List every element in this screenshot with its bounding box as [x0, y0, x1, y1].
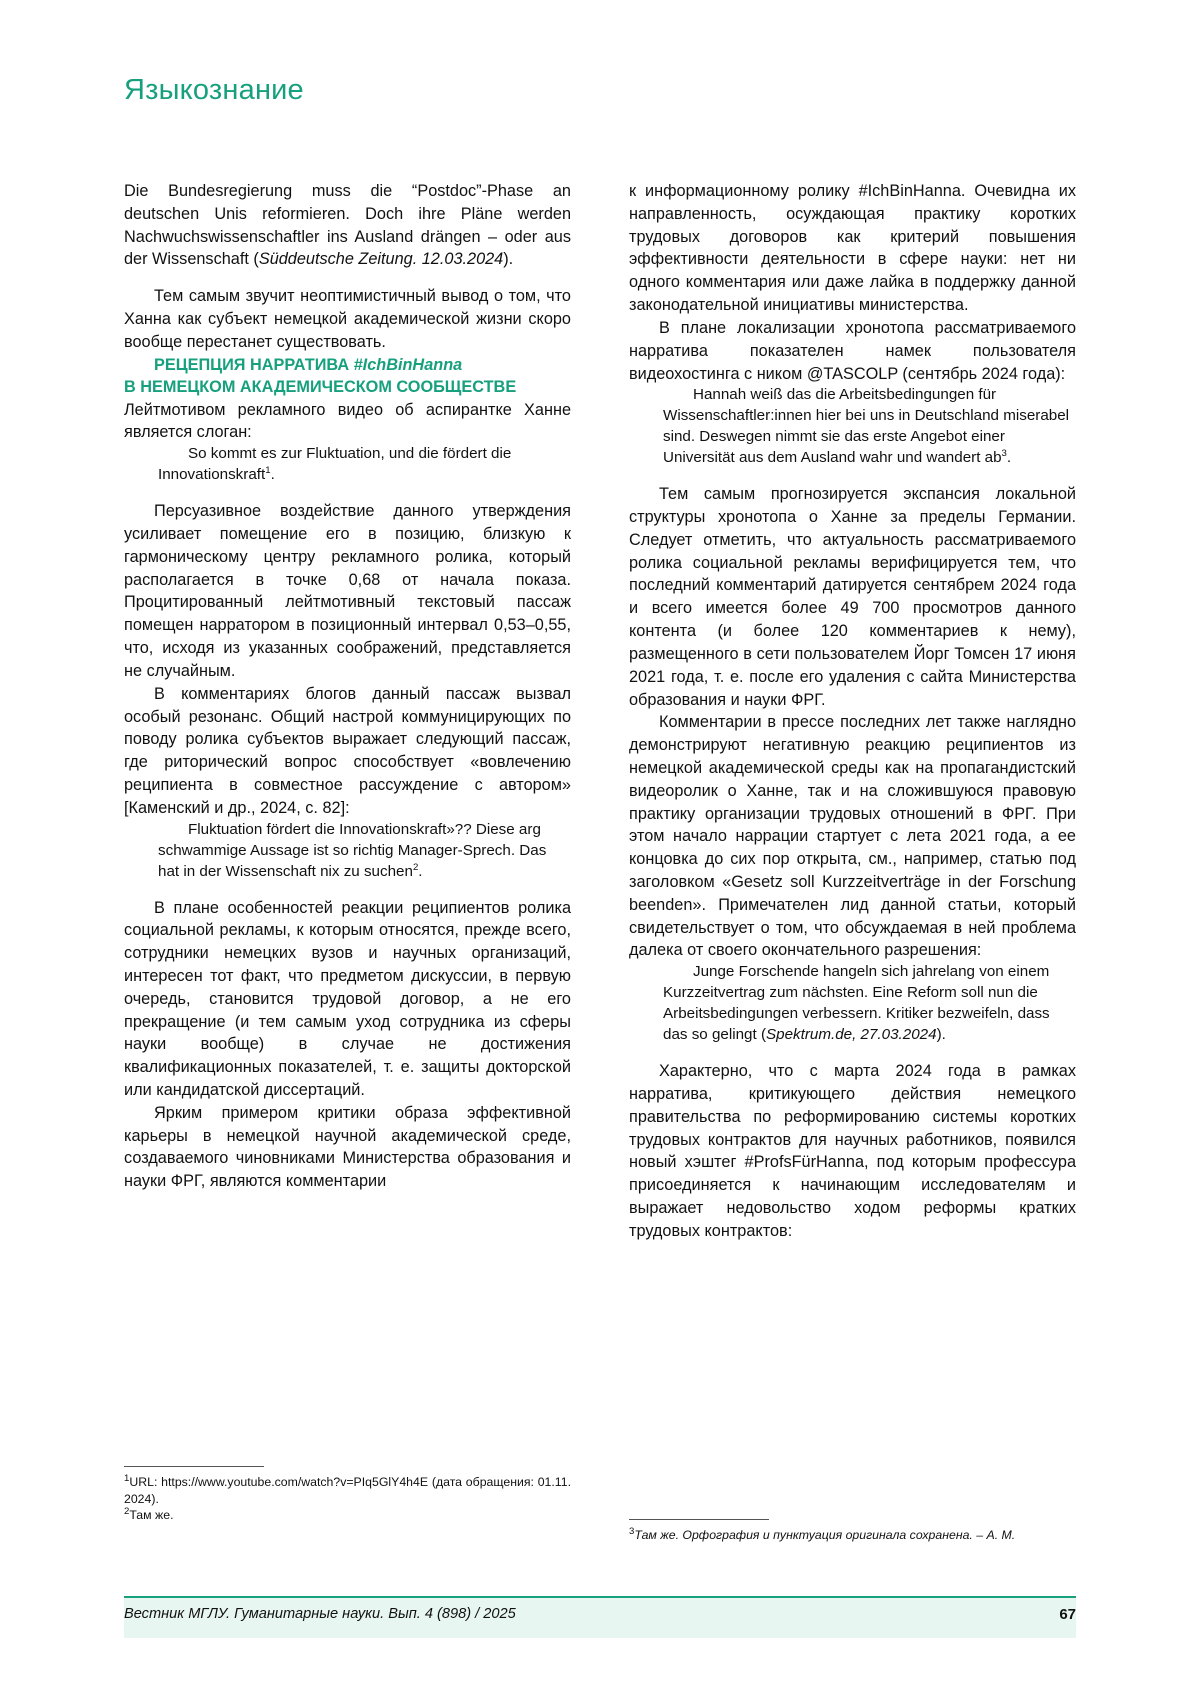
footnote-marker-1: 1	[265, 465, 271, 477]
footnote-separator-rule	[629, 1519, 769, 1520]
paragraph-de-quote-1	[124, 180, 571, 271]
footnote-number: 2	[124, 1506, 130, 1518]
footnote-number: 1	[124, 1472, 130, 1484]
footnote-text: URL: https://www.youtube.com/watch?v=PIq5GlY4h4E (дата обращения: 01.11. 2024).	[124, 1475, 571, 1506]
right-column	[629, 180, 1076, 1243]
footnotes-left	[124, 1466, 571, 1524]
footnote-text: Там же.	[129, 1508, 174, 1523]
two-column-body	[124, 180, 1076, 1243]
footnote-text: Там же. Орфография и пунктуация оригинала сохранена. – А. М.	[634, 1528, 1016, 1542]
blockquote-text: Hannah weiß das die Arbeitsbedingungen für Wissenschaftler:innen hier bei uns in Deutschland miserabel sind. Deswegen nimmt sie das erste Angebot einer Universität aus dem Ausland wahr und wandert ab	[663, 386, 1070, 467]
paragraph-ru-4: В комментариях блогов данный пассаж вызвал особый резонанс. Общий настрой коммуницирующих по поводу ролика субъектов выражает следующий пассаж, где риторический вопрос способствует «вовлечению реципиента в совместное рассуждение с автором» [Каменский и др., 2024, с. 82]:	[124, 684, 571, 817]
footnote-number: 3	[629, 1525, 635, 1537]
footnote-separator-rule	[124, 1466, 264, 1467]
blockquote-text-end: ).	[936, 1026, 946, 1044]
blockquote-text-end: .	[418, 862, 423, 880]
left-column	[124, 180, 571, 1243]
footer-page-number: 67	[1059, 1606, 1076, 1623]
footer-rule	[124, 1596, 1076, 1598]
paragraph-ru-2: Лейтмотивом рекламного видео об аспирантке Ханне является слоган:	[124, 400, 571, 442]
blockquote-de-4	[629, 962, 1076, 1046]
section-heading-hashtag: #IchBinHanna	[353, 355, 463, 374]
source-citation: Süddeutsche Zeitung. 12.03.2024	[258, 250, 504, 269]
blockquote-de-3	[629, 385, 1076, 469]
footnote-item-1	[124, 1474, 571, 1507]
paragraph-ru-7: к информационному ролику #IchBinHanna. Очевидна их направленность, осуждающая практику коротких трудовых договоров как критерий повышения эффективности деятельности в сфере науки: нет ни одного комментария или даже лайка в поддержку данной законодательной инициативы министерства.	[629, 182, 1076, 315]
blockquote-text: Fluktuation fördert die Innovationskraft»?? Diese arg schwammige Aussage ist so richtig Manager-Sprech. Das hat in der Wissenschaft nix zu suchen	[158, 820, 547, 880]
section-heading-part2: В НЕМЕЦКОМ АКАДЕМИЧЕСКОМ СООБЩЕСТВЕ	[124, 378, 517, 397]
footer-journal-title: Вестник МГЛУ. Гуманитарные науки. Вып. 4 (898) / 2025	[124, 1606, 516, 1622]
footnotes-right	[629, 1519, 1076, 1544]
section-heading-part1: РЕЦЕПЦИЯ НАРРАТИВА	[154, 355, 354, 374]
paragraph-ru-8: В плане локализации хронотопа рассматриваемого нарратива показателен намек пользователя видеохостинга с ником @TASCOLP (сентябрь 2024 года):	[629, 318, 1076, 383]
page-title: Языкознание	[124, 74, 304, 106]
footnote-item-3	[629, 1527, 1076, 1544]
paragraph-ru-1: Тем самым звучит неоптимистичный вывод о том, что Ханна как субъект немецкой академической жизни скоро вообще перестанет существовать.	[124, 287, 571, 351]
blockquote-text: So kommt es zur Fluktuation, und die fördert die Innovationskraft	[158, 445, 512, 484]
section-heading	[124, 354, 571, 399]
footnote-marker-2: 2	[412, 861, 419, 873]
blockquote-text: Junge Forschende hangeln sich jahrelang von einem Kurzzeitvertrag zum nächsten. Eine Reform soll nun die Arbeitsbedingungen verbessern. Kritiker bezweifeln, dass das so gelingt (	[663, 963, 1050, 1044]
blockquote-de-2	[124, 820, 571, 883]
paragraph-ru-9: Тем самым прогнозируется экспансия локальной структуры хронотопа о Ханне за пределы Германии. Следует отметить, что актуальность рассматриваемого ролика социальной рекламы верифицируется тем, что последний комментарий датируется сентябрем 2024 года и всего имеется более 49 700 просмотров данного контента (и более 120 комментариев к нему), размещенного в сети пользователем Йорг Томсен 17 июня 2021 года, т. е. после его удаления с сайта Министерства образования и науки ФРГ.	[629, 485, 1076, 709]
paragraph-ru-6: Ярким примером критики образа эффективной карьеры в немецкой научной академической среде, создаваемого чиновниками Министерства образования и науки ФРГ, являются комментарии	[124, 1103, 571, 1191]
paragraph-ru-5: В плане особенностей реакции реципиентов ролика социальной рекламы, к которым относятся, прежде всего, сотрудники немецких вузов и научных организаций, интересен тот факт, что предметом дискуссии, в первую очередь, становится трудовой договор, а не его прекращение (и тем самым уход сотрудника из сферы науки вообще) в случае не достижения квалификационных показателей, т. е. защиты докторской или кандидатской диссертаций.	[124, 898, 571, 1099]
paragraph-ru-3: Персуазивное воздействие данного утверждения усиливает помещение его в позицию, близкую к гармоническому центру рекламного ролика, который располагается в точке 0,68 от начала показа. Процитированный лейтмотивный текстовый пассаж помещен нарратором в позиционный интервал 0,53–0,55, что, исходя из указанных соображений, представляется не случайным.	[124, 502, 571, 680]
paragraph-ru-10: Комментарии в прессе последних лет также наглядно демонстрируют негативную реакцию реципиентов из немецкой академической среды как на пропагандистский видеоролик о Ханне, так и на сложившуюся правовую практику организации трудовых отношений в ФРГ. При этом начало наррации стартует с лета 2021 года, а ее концовка до сих пор открыта, см., например, статью под заголовком «Gesetz soll Kurzzeitverträge in der Forschung beenden». Примечателен лид данной статьи, который свидетельствует о том, что обсуждаемая в ней проблема далека от своего окончательного разрешения:	[629, 713, 1076, 960]
paragraph-text-end: ).	[503, 250, 514, 269]
footnote-item-2	[124, 1507, 571, 1524]
paragraph-text: Die Bundesregierung muss die “Postdoc”-Phase an deutschen Unis reformieren. Doch ihre Pläne werden Nachwuchswissenschaftler ins Ausland drängen – oder aus der Wissenschaft (	[124, 182, 571, 269]
paragraph-ru-11: Характерно, что с марта 2024 года в рамках нарратива, критикующего действия немецкого правительства по реформированию системы коротких трудовых контрактов для научных работников, появился новый хэштег #ProfsFürHanna, под которым профессура присоединяется к начинающим исследователям и выражает недовольство ходом реформы кратких трудовых контрактов:	[629, 1062, 1076, 1240]
source-citation: Spektrum.de, 27.03.2024	[766, 1026, 937, 1044]
blockquote-text-end: .	[270, 466, 275, 484]
blockquote-text-end: .	[1006, 449, 1012, 467]
footnote-marker-3: 3	[1001, 448, 1007, 460]
blockquote-de-1	[124, 444, 571, 486]
